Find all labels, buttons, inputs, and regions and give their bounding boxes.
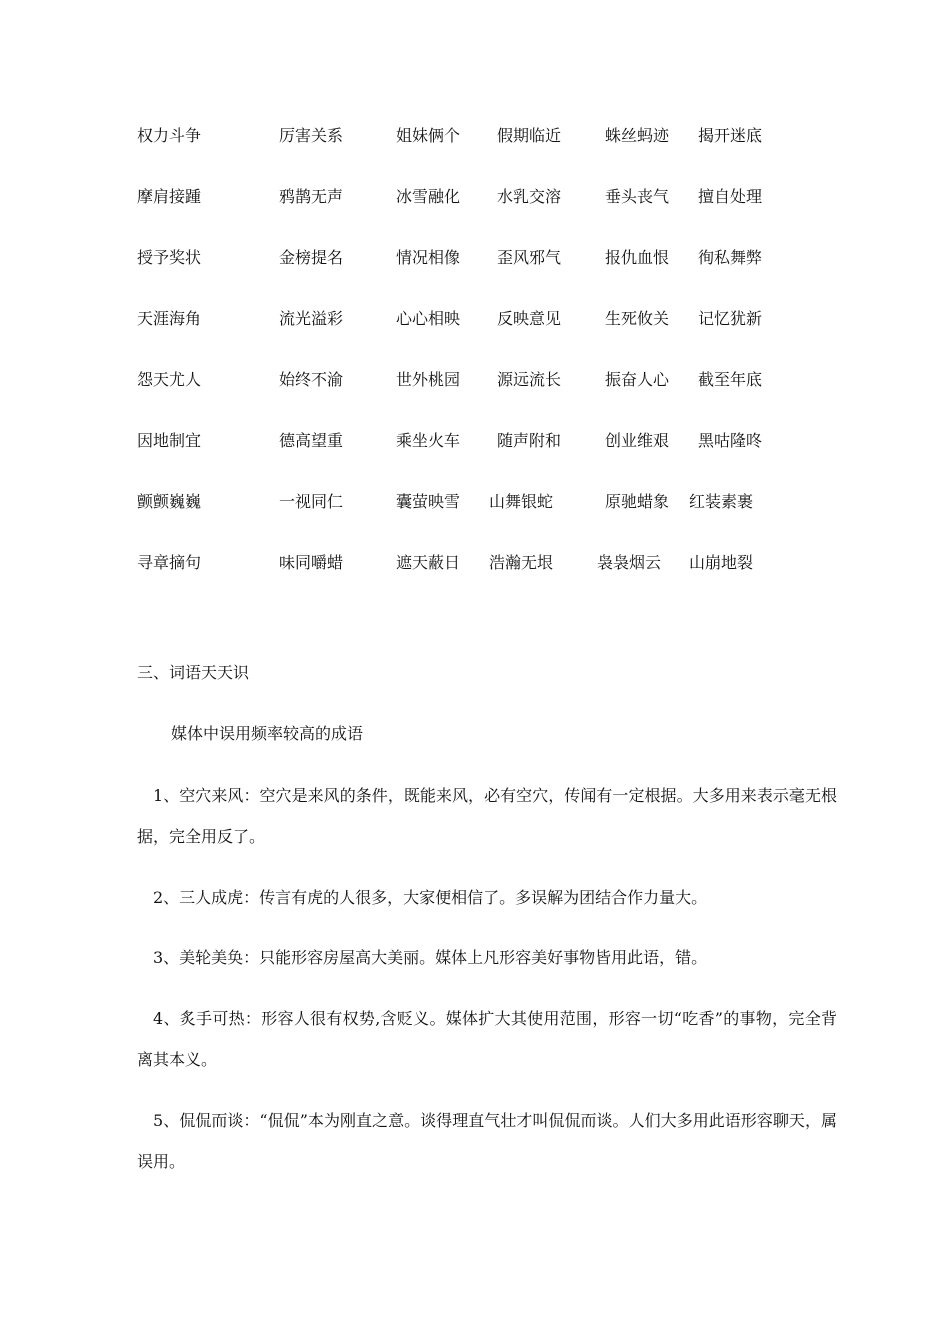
word-row (0, 185, 950, 209)
word-item: 浩瀚无垠 (489, 553, 554, 572)
word-item: 袅袅烟云 (597, 553, 662, 572)
word-item: 水乳交溶 (497, 187, 562, 206)
word-item: 心心相映 (396, 309, 461, 328)
word-item: 厉害关系 (279, 126, 344, 145)
word-item: 记忆犹新 (698, 309, 763, 328)
word-row (0, 368, 950, 392)
word-item: 冰雪融化 (396, 187, 461, 206)
word-item: 源远流长 (497, 370, 562, 389)
word-item: 乘坐火车 (396, 431, 461, 450)
word-item: 擅自处理 (698, 187, 763, 206)
word-item: 味同嚼蜡 (279, 553, 344, 572)
word-item: 摩肩接踵 (137, 187, 202, 206)
word-item: 怨天尤人 (137, 370, 202, 389)
word-item: 授予奖状 (137, 248, 202, 267)
word-item: 黑咕隆咚 (698, 431, 763, 450)
word-row (0, 551, 950, 575)
word-row (0, 124, 950, 148)
word-item: 创业维艰 (605, 431, 670, 450)
word-item: 始终不渝 (279, 370, 344, 389)
word-item: 权力斗争 (137, 126, 202, 145)
word-item: 随声附和 (497, 431, 562, 450)
word-item: 揭开迷底 (698, 126, 763, 145)
word-item: 金榜提名 (279, 248, 344, 267)
section-subtitle: 媒体中误用频率较高的成语 (171, 724, 364, 743)
word-item: 情况相像 (396, 248, 461, 267)
word-row (0, 307, 950, 331)
word-item: 遮天蔽日 (396, 553, 461, 572)
word-item: 报仇血恨 (605, 248, 670, 267)
word-item: 一视同仁 (279, 492, 344, 511)
word-item: 山舞银蛇 (489, 492, 554, 511)
idiom-paragraph: 1、空穴来风：空穴是来风的条件，既能来风，必有空穴，传闻有一定根据。大多用来表示毫无根据，完全用反了。 (137, 786, 837, 846)
word-item: 红装素裹 (689, 492, 754, 511)
word-row (0, 429, 950, 453)
word-item: 德高望重 (279, 431, 344, 450)
idiom-paragraph: 4、炙手可热：形容人很有权势,含贬义。媒体扩大其使用范围，形容一切“吃香”的事物，完全背离其本义。 (137, 1009, 837, 1069)
word-item: 寻章摘句 (137, 553, 202, 572)
word-item: 生死攸关 (605, 309, 670, 328)
word-item: 反映意见 (497, 309, 562, 328)
word-row (0, 246, 950, 270)
word-item: 蛛丝蚂迹 (605, 126, 670, 145)
word-item: 囊萤映雪 (396, 492, 461, 511)
word-item: 姐妹俩个 (396, 126, 461, 145)
word-item: 天涯海角 (137, 309, 202, 328)
section-title: 三、词语天天识 (137, 663, 250, 682)
word-item: 假期临近 (497, 126, 562, 145)
word-row (0, 490, 950, 514)
word-item: 山崩地裂 (689, 553, 754, 572)
word-item: 歪风邪气 (497, 248, 562, 267)
idiom-paragraph: 5、侃侃而谈：“侃侃”本为刚直之意。谈得理直气壮才叫侃侃而谈。人们大多用此语形容聊天，属误用。 (137, 1111, 837, 1171)
word-item: 徇私舞弊 (698, 248, 763, 267)
idiom-paragraph: 3、美轮美奂：只能形容房屋高大美丽。媒体上凡形容美好事物皆用此语，错。 (153, 948, 708, 967)
word-item: 振奋人心 (605, 370, 670, 389)
idiom-paragraph: 2、三人成虎：传言有虎的人很多，大家便相信了。多误解为团结合作力量大。 (153, 888, 708, 907)
word-item: 原驰蜡象 (605, 492, 670, 511)
word-item: 鸦鹊无声 (279, 187, 344, 206)
word-item: 世外桃园 (396, 370, 461, 389)
word-item: 流光溢彩 (279, 309, 344, 328)
word-item: 截至年底 (698, 370, 763, 389)
word-item: 垂头丧气 (605, 187, 670, 206)
word-item: 颤颤巍巍 (137, 492, 202, 511)
word-item: 因地制宜 (137, 431, 202, 450)
